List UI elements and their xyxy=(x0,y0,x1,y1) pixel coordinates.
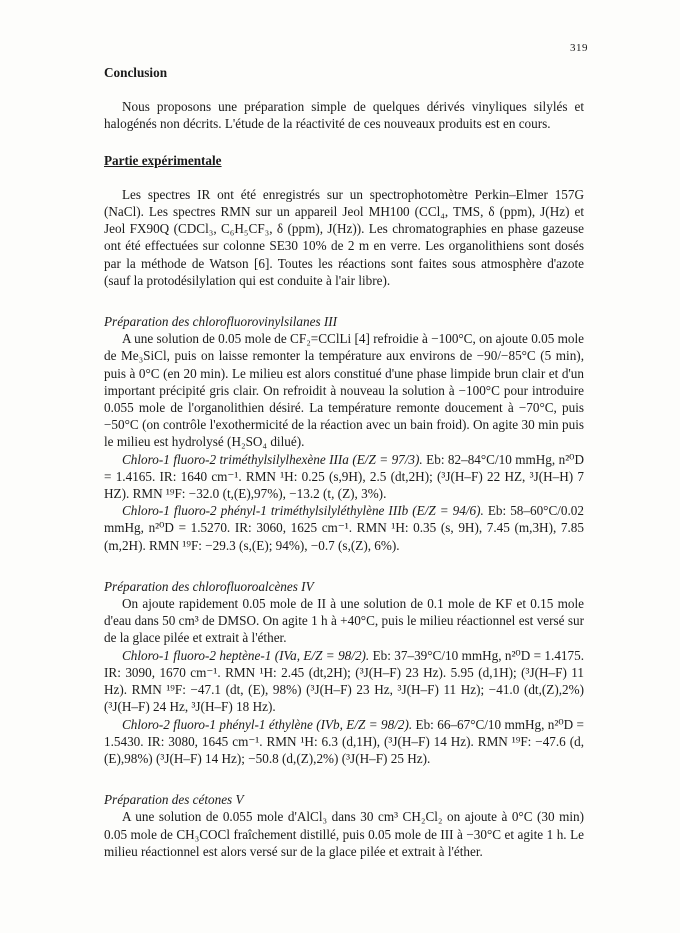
conclusion-paragraph: Nous proposons une préparation simple de quelques dérivés vinyliques silylés et halogénés non décrits. L'étude de la réactivité de ces nouveaux produits est en cours. xyxy=(104,99,584,132)
compound-data: Eb: 82–84°C/10 mmHg, n²⁰D = 1.4165. IR: 1640 cm⁻¹. RMN ¹H: 0.25 (s,9H), 2.5 (dt,2H); (³J(H–F) 22 HZ, ³J(H–H) 7 HZ). RMN ¹⁹F: −32.0 (t,(E),97%), −13.2 (t, (Z), 3%). xyxy=(104,451,584,502)
page-number: 319 xyxy=(570,42,588,54)
conclusion-heading: Conclusion xyxy=(104,65,168,80)
compound-entry-IIIb xyxy=(104,502,584,554)
compound-name: Chloro-1 fluoro-2 triméthylsilylhexène IIIa (E/Z = 97/3). xyxy=(122,451,423,467)
page-content xyxy=(104,64,584,860)
section-heading-cetones: Préparation des cétones V xyxy=(104,792,244,808)
compound-name: Chloro-1 fluoro-2 heptène-1 (IVa, E/Z = 98/2). xyxy=(122,647,370,663)
compound-entry-IVb xyxy=(104,716,584,768)
compound-entry-IIIa xyxy=(104,451,584,503)
compound-name: Chloro-1 fluoro-2 phényl-1 triméthylsilyléthylène IIIb (E/Z = 94/6). xyxy=(122,503,484,519)
compound-name: Chloro-2 fluoro-1 phényl-1 éthylène (IVb, E/Z = 98/2). xyxy=(122,716,413,732)
section-heading-alcenes: Préparation des chlorofluoroalcènes IV xyxy=(104,578,314,594)
compound-data: Eb: 66–67°C/10 mmHg, n²⁰D = 1.5430. IR: 3080, 1645 cm⁻¹. RMN ¹H: 6.3 (d,1H), (³J(H–F) 14 Hz). RMN ¹⁹F: −47.6 (d,(E),98%) (³J(H–F) 14 Hz); −50.8 (d,(Z),2%) (³J(H–F) 25 Hz). xyxy=(104,716,584,766)
section-paragraph: A une solution de 0.055 mole d'AlCl₃ dans 30 cm³ CH₂Cl₂ on ajoute à 0°C (30 min) 0.05 mole de CH₃COCl fraîchement distillé, puis 0.05 mole de III à −30°C et agite 1 h. Le milieu réactionnel est alors versé sur de la glace pilée et extrait à l'éther. xyxy=(104,809,584,859)
compound-entry-IVa xyxy=(104,647,584,716)
compound-data: Eb: 58–60°C/0.02 mmHg, n²⁰D = 1.5270. IR: 3060, 1625 cm⁻¹. RMN ¹H: 0.35 (s, 9H), 7.45 (m,3H), 7.85 (m,2H). RMN ¹⁹F: −29.3 (s,(E); 94%), −0.7 (s,(Z), 6%). xyxy=(104,503,584,553)
experimental-heading: Partie expérimentale xyxy=(104,152,222,168)
experimental-intro-paragraph: Les spectres IR ont été enregistrés sur un spectrophotomètre Perkin–Elmer 157G (NaCl). Les spectres RMN sur un appareil Jeol MH100 (CCl₄, TMS, δ (ppm), J(Hz) et Jeol FX90Q (CDCl₃, C₆H₅CF₃, δ (ppm), J(Hz)). Les chromatographies en phase gazeuse ont été effectuées sur colonne SE30 10% de 2 m en verre. Les organolithiens sont dosés par la méthode de Watson [6]. Toutes les réactions sont faites sous atmosphère d'azote (sauf la protodésilylation qui est conduite à l'air libre). xyxy=(104,186,584,288)
section-paragraph: A une solution de 0.05 mole de CF₂=CClLi [4] refroidie à −100°C, on ajoute 0.05 mole de Me₃SiCl, puis on laisse remonter la température aux environs de −90/−85°C (5 min), puis à 0°C (en 20 min). Le milieu est alors constitué d'une phase limpide brun clair et d'un important précipité gris clair. On refroidit à nouveau la solution à −100°C pour introduire 0.055 mole de l'organolithien désiré. La température remonte doucement à −70°C, puis −50°C (on contrôle l'exothermicité de la réaction avec un bain froid). On agite 30 min puis le milieu est hydrolysé (H₂SO₄ dilué). xyxy=(104,331,584,450)
section-paragraph: On ajoute rapidement 0.05 mole de II à une solution de 0.1 mole de KF et 0.15 mole d'eau dans 50 cm³ de DMSO. On agite 1 h à +40°C, puis le milieu réactionnel est versé sur de la glace pilée et extrait à l'éther. xyxy=(104,596,584,646)
section-heading-vinylsilanes: Préparation des chlorofluorovinylsilanes III xyxy=(104,314,338,330)
compound-data: Eb: 37–39°C/10 mmHg, n²⁰D = 1.4175. IR: 3090, 1670 cm⁻¹. RMN ¹H: 2.45 (dt,2H); (³J(H–F) 23 Hz). 5.95 (d,1H); (³J(H–F) 11 Hz). RMN ¹⁹F: −47.1 (dt, (E), 98%) (³J(H–F) 23 Hz, ³J(H–F) 11 Hz); −41.0 (dt,(Z),2%) (³J(H–F) 24 Hz, ³J(H–F) 18 Hz). xyxy=(104,647,584,715)
